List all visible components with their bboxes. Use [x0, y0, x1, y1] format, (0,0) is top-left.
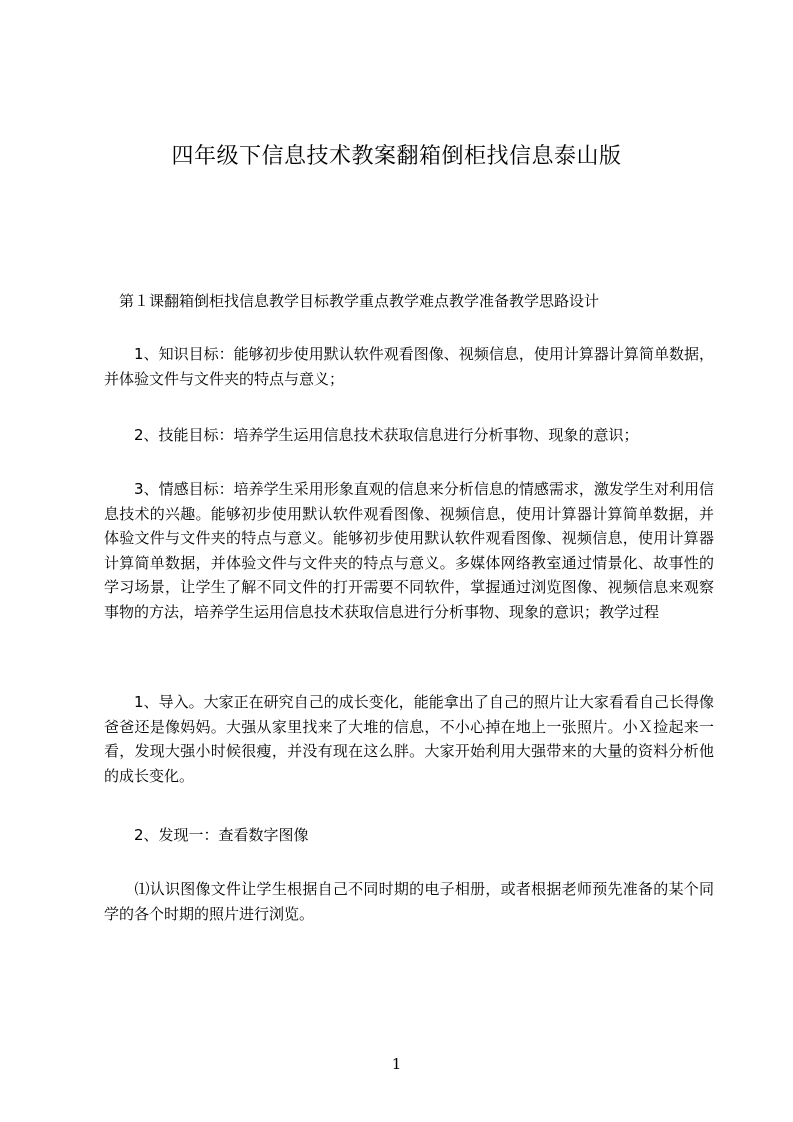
paragraph-skill-goal: 2、技能目标：培养学生运用信息技术获取信息进行分析事物、现象的意识；	[104, 426, 639, 444]
paragraph-image-files: ⑴认识图像文件让学生根据自己不同时期的电子相册，或者根据老师预先准备的某个同学的各个时期的照片进行浏览。	[104, 880, 714, 923]
document-title: 四年级下信息技术教案翻箱倒柜找信息泰山版	[171, 144, 622, 169]
page-number: 1	[391, 1055, 402, 1073]
paragraph-discovery-one: 2、发现一：查看数字图像	[104, 826, 309, 844]
paragraph-emotion-goal: 3、情感目标：培养学生采用形象直观的信息来分析信息的情感需求，激发学生对利用信息技术的兴趣。能够初步使用默认软件观看图像、视频信息，使用计算器计算简单数据，并体验文件与文件夹的特点与意义。能够初步使用默认软件观看图像、视频信息，使用计算器计算简单数据，并体验文件与文件夹的特点与意义。多媒体网络教室通过情景化、故事性的学习场景，让学生了解不同文件的打开需要不同软件，掌握通过浏览图像、视频信息来观察事物的方法，培养学生运用信息技术获取信息进行分析事物、现象的意识；教学过程	[104, 480, 714, 621]
paragraph-knowledge-goal: 1、知识目标：能够初步使用默认软件观看图像、视频信息，使用计算器计算简单数据，并体验文件与文件夹的特点与意义；	[104, 345, 714, 388]
paragraph-lesson-heading: 第１课翻箱倒柜找信息教学目标教学重点教学难点教学准备教学思路设计	[104, 292, 600, 310]
paragraph-introduction: 1、导入。大家正在研究自己的成长变化，能能拿出了自己的照片让大家看看自己长得像爸爸还是像妈妈。大强从家里找来了大堆的信息，不小心掉在地上一张照片。小Ｘ捡起来一看，发现大强小时候很瘦，并没有现在这么胖。大家开始利用大强带来的大量的资料分析他的成长变化。	[104, 693, 714, 785]
